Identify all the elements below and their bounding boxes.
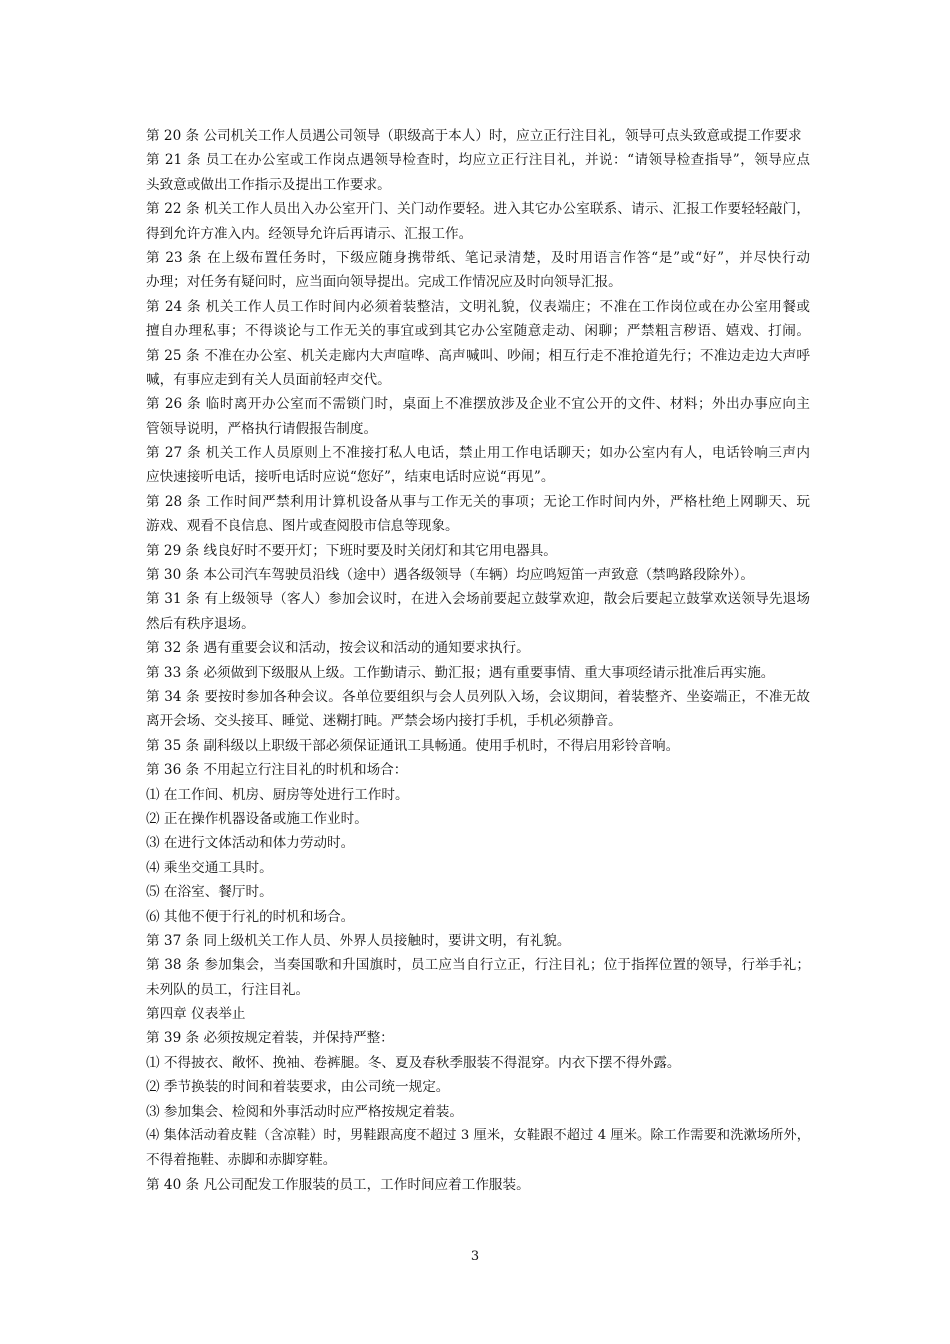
text-line: 头致意或做出工作指示及提出工作要求。 <box>146 176 391 193</box>
text-line: 喊，有事应走到有关人员面前轻声交代。 <box>146 371 391 388</box>
text-line: ⑸ 在浴室、餐厅时。 <box>146 884 273 901</box>
text-line: ⑴ 不得披衣、敞怀、挽袖、卷裤腿。冬、夏及春秋季服装不得混穿。内衣下摆不得外露。 <box>146 1054 681 1071</box>
text-line: 第 39 条 必须按规定着装，并保持严整： <box>146 1030 394 1047</box>
text-line: 第 26 条 临时离开办公室而不需锁门时，桌面上不准摆放涉及企业不宜公开的文件、材料；外出办事应向主 <box>146 396 810 413</box>
text-line: 第 31 条 有上级领导（客人）参加会议时，在进入会场前要起立鼓掌欢迎，散会后要起立鼓掌欢送领导先退场 <box>146 591 810 608</box>
text-line: 第 35 条 副科级以上职级干部必须保证通讯工具畅通。使用手机时，不得启用彩铃音响。 <box>146 737 680 754</box>
text-line: ⑴ 在工作间、机房、厨房等处进行工作时。 <box>146 786 409 803</box>
text-line: ⑵ 正在操作机器设备或施工作业时。 <box>146 810 368 827</box>
text-line: ⑵ 季节换装的时间和着装要求，由公司统一规定。 <box>146 1079 450 1096</box>
text-line: 擅自办理私事；不得谈论与工作无关的事宜或到其它办公室随意走动、闲聊；严禁粗言秽语、嬉戏、打闹。 <box>146 323 810 340</box>
text-line: 管领导说明，严格执行请假报告制度。 <box>146 420 378 437</box>
text-line: 办理；对任务有疑问时，应当面向领导提出。完成工作情况应及时向领导汇报。 <box>146 274 622 291</box>
text-line: ⑶ 在进行文体活动和体力劳动时。 <box>146 835 355 852</box>
text-line: ⑷ 集体活动着皮鞋（含凉鞋）时，男鞋跟高度不超过 3 厘米，女鞋跟不超过 4 厘米。除工作需要和洗漱场所外， <box>146 1128 810 1144</box>
text-line: 不得着拖鞋、赤脚和赤脚穿鞋。 <box>146 1152 337 1169</box>
text-line: 第 40 条 凡公司配发工作服装的员工，工作时间应着工作服装。 <box>146 1176 530 1193</box>
text-line: 应快速接听电话，接听电话时应说“您好”，结束电话时应说“再见”。 <box>146 469 555 486</box>
text-line: 第四章 仪表举止 <box>146 1006 246 1023</box>
text-line: 第 28 条 工作时间严禁利用计算机设备从事与工作无关的事项；无论工作时间内外，严格杜绝上网聊天、玩 <box>146 493 810 510</box>
text-line: 第 37 条 同上级机关工作人员、外界人员接触时，要讲文明，有礼貌。 <box>146 932 571 949</box>
text-line: 游戏、观看不良信息、图片或查阅股市信息等现象。 <box>146 518 459 535</box>
text-line: 第 21 条 员工在办公室或工作岗点遇领导检查时，均应立正行注目礼，并说：“请领导检查指导”，领导应点 <box>146 152 810 169</box>
text-line: ⑷ 乘坐交通工具时。 <box>146 859 273 876</box>
text-line: 未列队的员工，行注目礼。 <box>146 981 310 998</box>
text-line: 第 33 条 必须做到下级服从上级。工作勤请示、勤汇报；遇有重要事情、重大事项经请示批准后再实施。 <box>146 664 775 681</box>
text-line: ⑹ 其他不便于行礼的时机和场合。 <box>146 908 355 925</box>
text-line: 第 25 条 不准在办公室、机关走廊内大声喧哗、高声喊叫、吵闹；相互行走不准抢道先行；不准边走边大声呼 <box>146 347 810 364</box>
text-line: 得到允许方准入内。经领导允许后再请示、汇报工作。 <box>146 225 473 242</box>
text-line: 第 24 条 机关工作人员工作时间内必须着装整洁，文明礼貌，仪表端庄；不准在工作岗位或在办公室用餐或 <box>146 298 810 315</box>
text-line: 第 38 条 参加集会，当奏国歌和升国旗时，员工应当自行立正，行注目礼；位于指挥位置的领导，行举手礼； <box>146 957 810 974</box>
text-line: 第 34 条 要按时参加各种会议。各单位要组织与会人员列队入场，会议期间，着装整齐、坐姿端正，不准无故 <box>146 688 810 705</box>
text-line: 第 36 条 不用起立行注目礼的时机和场合： <box>146 762 408 779</box>
text-line: 第 23 条 在上级布置任务时，下级应随身携带纸、笔记录清楚，及时用语言作答“是”或“好”，并尽快行动 <box>146 249 810 266</box>
text-line: 第 32 条 遇有重要会议和活动，按会议和活动的通知要求执行。 <box>146 640 530 657</box>
page-number: 3 <box>470 1249 480 1264</box>
text-line: 第 20 条 公司机关工作人员遇公司领导（职级高于本人）时，应立正行注目礼，领导可点头致意或提工作要求 <box>146 128 802 144</box>
text-line: 离开会场、交头接耳、睡觉、迷糊打盹。严禁会场内接打手机，手机必须静音。 <box>146 713 622 730</box>
text-line: 第 30 条 本公司汽车驾驶员沿线（途中）遇各级领导（车辆）均应鸣短笛一声致意（禁鸣路段除外）。 <box>146 567 754 584</box>
text-line: 第 29 条 线良好时不要开灯；下班时要及时关闭灯和其它用电器具。 <box>146 542 557 559</box>
text-line: ⑶ 参加集会、检阅和外事活动时应严格按规定着装。 <box>146 1103 463 1120</box>
text-line: 第 27 条 机关工作人员原则上不准接打私人电话，禁止用工作电话聊天；如办公室内有人，电话铃响三声内 <box>146 445 810 462</box>
document-body <box>146 124 810 1197</box>
text-line: 然后有秩序退场。 <box>146 615 255 632</box>
text-line: 第 22 条 机关工作人员出入办公室开门、关门动作要轻。进入其它办公室联系、请示、汇报工作要轻轻敲门， <box>146 201 810 218</box>
